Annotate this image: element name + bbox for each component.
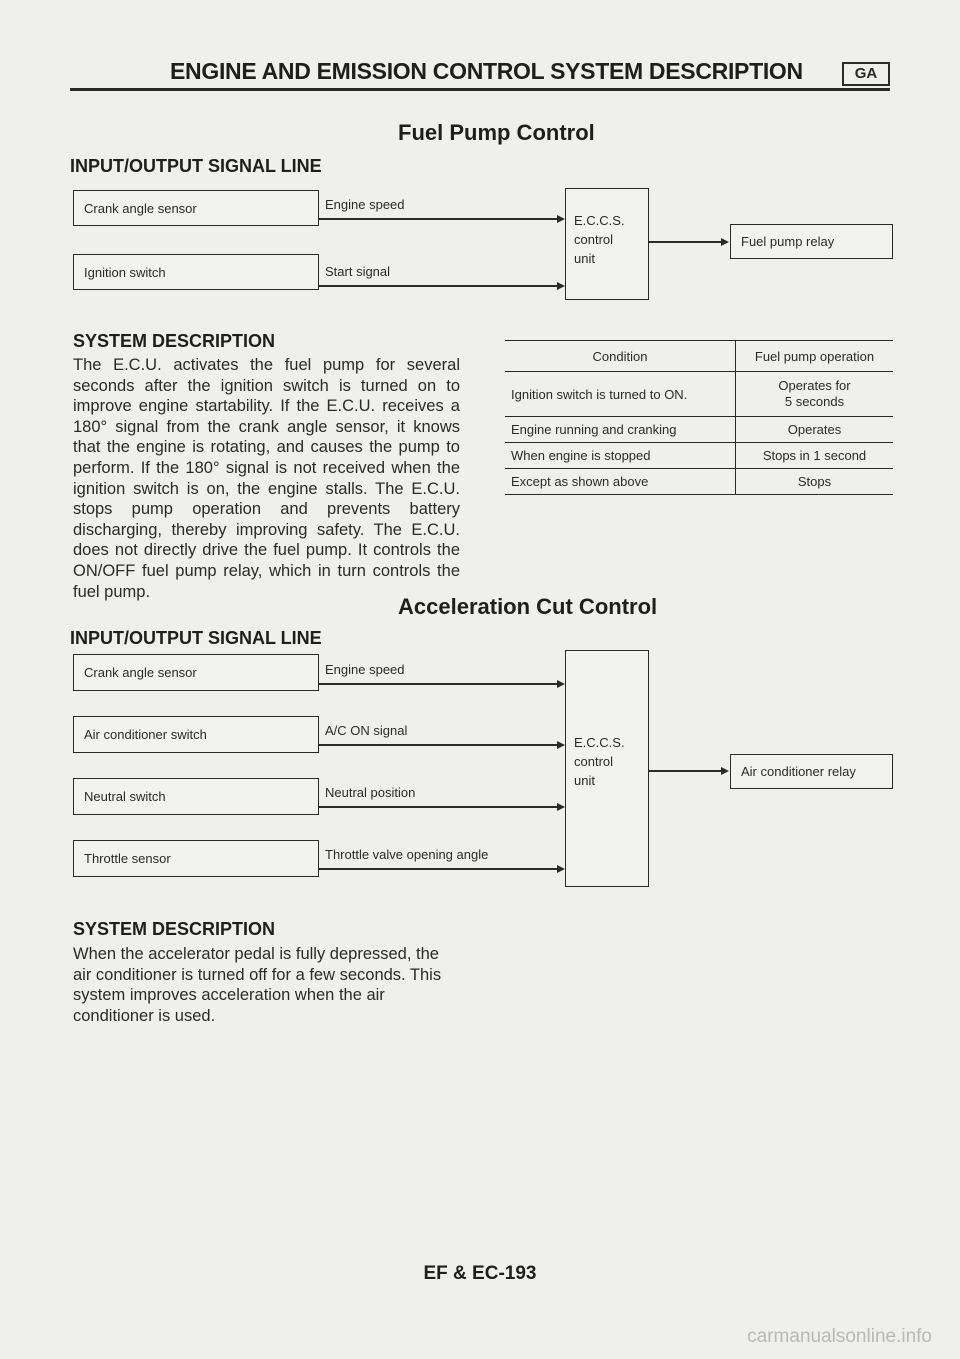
input-box-crank-angle-sensor: Crank angle sensor	[73, 654, 319, 691]
ecu-label-line3: unit	[574, 773, 595, 788]
ecu-label-line3: unit	[574, 251, 595, 266]
table-cell: Stops in 1 second	[736, 443, 894, 469]
ecu-box	[565, 188, 649, 300]
output-box-air-conditioner-relay: Air conditioner relay	[730, 754, 893, 789]
section-badge: GA	[842, 62, 890, 86]
signal-line	[319, 218, 559, 220]
table-cell: Stops	[736, 469, 894, 495]
arrow-head	[557, 865, 565, 873]
ecu-label-line2: control	[574, 754, 614, 769]
table-row	[505, 443, 893, 469]
arrow-head	[557, 282, 565, 290]
accel-cut-description: When the accelerator pedal is fully depressed, the air conditioner is turned off for a few seconds. This system improves acceleration when the air conditioner is used.	[73, 945, 442, 1025]
table-header-condition: Condition	[505, 341, 736, 372]
input-box-neutral-switch: Neutral switch	[73, 778, 319, 815]
signal-line	[319, 744, 559, 746]
input-box-crank-angle-sensor: Crank angle sensor	[73, 190, 319, 226]
signal-line	[319, 285, 559, 287]
table-cell: Engine running and cranking	[505, 417, 736, 443]
signal-line	[319, 868, 559, 870]
signal-engine-speed: Engine speed	[325, 197, 405, 212]
header-rule	[70, 88, 890, 91]
ecu-box	[565, 650, 649, 887]
input-box-ignition-switch: Ignition switch	[73, 254, 319, 290]
arrow-head	[721, 767, 729, 775]
watermark: carmanualsonline.info	[747, 1326, 932, 1347]
arrow-head	[721, 238, 729, 246]
accel-cut-title: Acceleration Cut Control	[398, 594, 658, 619]
page-number: EF & EC-193	[423, 1263, 537, 1284]
table-cell: Operates	[736, 417, 894, 443]
table-row	[505, 469, 893, 495]
table-cell: Operates for 5 seconds	[736, 372, 894, 417]
input-box-air-conditioner-switch: Air conditioner switch	[73, 716, 319, 753]
fuel-pump-description: The E.C.U. activates the fuel pump for several seconds after the ignition switch is turned on to improve engine startability. If the E.C.U. receives a 180° signal from the crank angle sensor, it knows that the engine is rotating, and causes the pump to perform. If the 180° signal is not received when the ignition switch is on, the engine stalls. The E.C.U. stops pump operation and prevents battery discharging, thereby improving safety. The E.C.U. does not directly drive the fuel pump. It controls the ON/OFF fuel pump relay, which in turn controls the fuel pump.	[73, 356, 460, 601]
table-row	[505, 417, 893, 443]
fuel-pump-io-title: INPUT/OUTPUT SIGNAL LINE	[70, 156, 322, 176]
table-cell: Ignition switch is turned to ON.	[505, 372, 736, 417]
signal-neutral-position: Neutral position	[325, 785, 416, 800]
signal-start-signal: Start signal	[325, 264, 391, 279]
input-box-throttle-sensor: Throttle sensor	[73, 840, 319, 877]
ecu-label-line2: control	[574, 232, 614, 247]
signal-ac-on: A/C ON signal	[325, 723, 408, 738]
signal-line	[319, 683, 559, 685]
table-cell: When engine is stopped	[505, 443, 736, 469]
arrow-head	[557, 215, 565, 223]
fuel-pump-desc-title: SYSTEM DESCRIPTION	[73, 331, 276, 351]
fuel-pump-condition-table	[505, 340, 893, 495]
page-header-title: ENGINE AND EMISSION CONTROL SYSTEM DESCRIPTION	[170, 58, 803, 84]
signal-line	[319, 806, 559, 808]
output-box-fuel-pump-relay: Fuel pump relay	[730, 224, 893, 259]
signal-engine-speed: Engine speed	[325, 662, 405, 677]
output-line	[649, 770, 723, 772]
table-header-operation: Fuel pump operation	[736, 341, 894, 372]
accel-cut-desc-title: SYSTEM DESCRIPTION	[73, 919, 276, 939]
arrow-head	[557, 680, 565, 688]
output-line	[649, 241, 723, 243]
table-cell: Except as shown above	[505, 469, 736, 495]
ecu-label-line1: E.C.C.S.	[574, 735, 625, 750]
arrow-head	[557, 741, 565, 749]
ecu-label-line1: E.C.C.S.	[574, 213, 625, 228]
accel-cut-io-title: INPUT/OUTPUT SIGNAL LINE	[70, 628, 322, 648]
arrow-head	[557, 803, 565, 811]
table-row	[505, 372, 893, 417]
signal-throttle-angle: Throttle valve opening angle	[325, 847, 489, 862]
fuel-pump-title: Fuel Pump Control	[398, 120, 595, 145]
